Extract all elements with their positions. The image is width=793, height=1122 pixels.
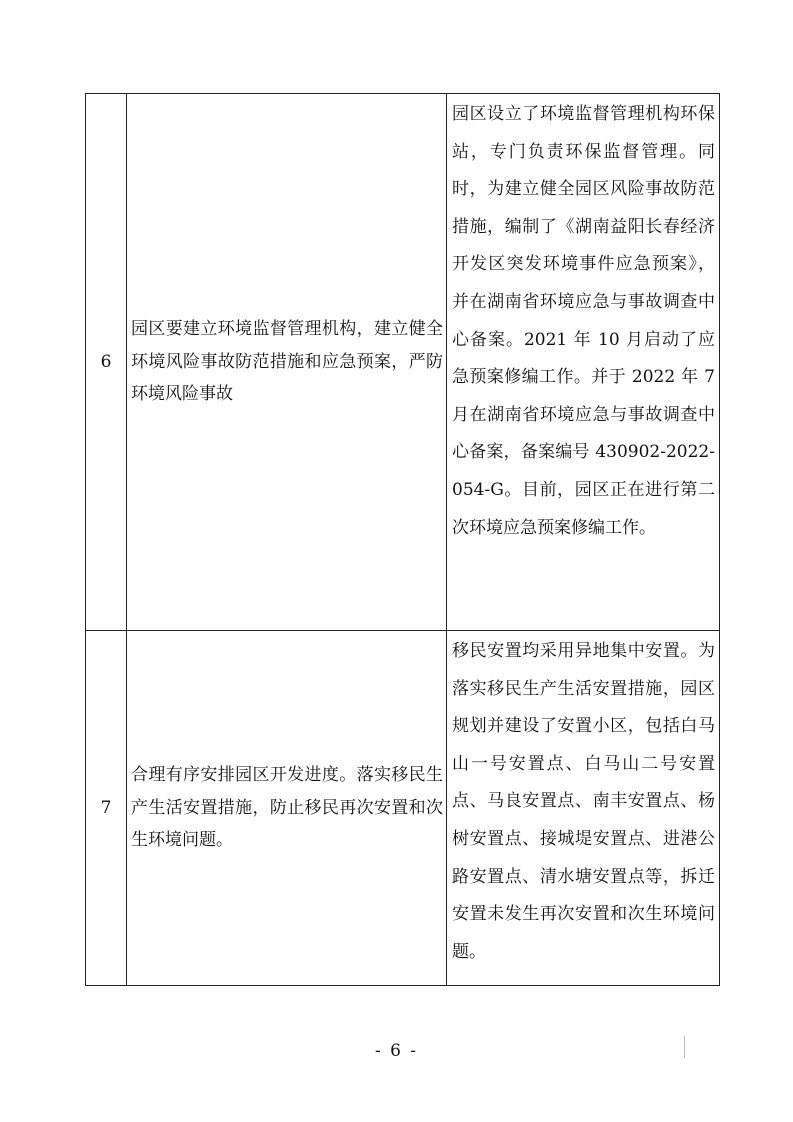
page-number: - 6 -: [374, 1041, 419, 1061]
table-row: [86, 631, 720, 986]
margin-mark: [684, 1036, 685, 1058]
implementation-cell: 移民安置均采用异地集中安置。为落实移民生产生活安置措施，园区规划并建设了安置小区，包括白马山一号安置点、白马山二号安置点、马良安置点、南丰安置点、杨树安置点、接城堤安置点、进港公路安置点、清水塘安置点等，拆迁安置未发生再次安置和次生环境问题。: [447, 631, 720, 986]
requirement-cell: 合理有序安排园区开发进度。落实移民生产生活安置措施，防止移民再次安置和次生环境问题。: [127, 631, 447, 986]
measures-table: [85, 93, 720, 986]
row-number: 6: [86, 94, 127, 631]
implementation-cell: 园区设立了环境监督管理机构环保站，专门负责环保监督管理。同时，为建立健全园区风险事故防范措施，编制了《湖南益阳长春经济开发区突发环境事件应急预案》，并在湖南省环境应急与事故调查中心备案。2021 年 10 月启动了应急预案修编工作。并于 2022 年 7 月在湖南省环境应急与事故调查中心备案，备案编号 430902-2022-054-G。目前，园区正在进行第二次环境应急预案修编工作。: [447, 94, 720, 631]
requirement-cell: 园区要建立环境监督管理机构，建立健全环境风险事故防范措施和应急预案，严防环境风险事故: [127, 94, 447, 631]
row-number: 7: [86, 631, 127, 986]
table-row: [86, 94, 720, 631]
